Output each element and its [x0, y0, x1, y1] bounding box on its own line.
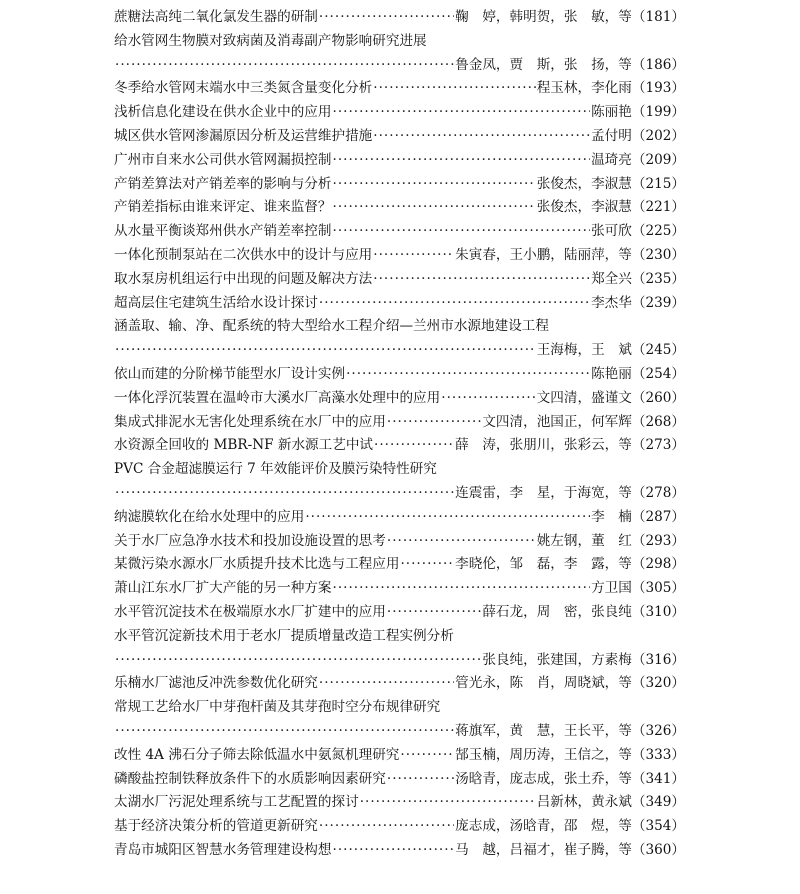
entry-authors: 文四清，盛谨文 [536, 389, 632, 406]
toc-entry[interactable] [114, 30, 685, 54]
entry-title: 蔗糖法高纯二氧化氯发生器的研制 [114, 9, 318, 25]
entry-authors: 李晓伦，邹 磊，李 露，等 [455, 556, 632, 573]
entry-authors: 郜玉楠，周历涛，王信之，等 [455, 746, 632, 763]
entry-page: （360） [631, 841, 685, 858]
entry-authors: 鞠 婷，韩明贺，张 敏，等 [455, 9, 632, 25]
entry-authors: 薛石龙，周 密，张良纯 [482, 603, 632, 620]
entry-title: 常规工艺给水厂中芽孢杆菌及其芽孢时空分布规律研究 [114, 699, 441, 716]
entry-title: 一体化预制泵站在二次供水中的设计与应用 [114, 246, 373, 263]
toc-entry[interactable] [114, 6, 685, 30]
entry-page: （181） [631, 9, 685, 25]
entry-title: 水平管沉淀技术在极端原水水厂扩建中的应用 [114, 603, 386, 620]
entry-title: 某微污染水源水厂水质提升技术比选与工程应用 [114, 556, 400, 573]
entry-page: （202） [631, 127, 685, 144]
entry-authors: 鲁金凤，贾 斯，张 扬，等 [455, 56, 632, 73]
entry-page: （268） [631, 413, 685, 430]
entry-authors: 方卫国 [591, 580, 632, 597]
entry-title: 依山而建的分阶梯节能型水厂设计实例 [114, 365, 346, 382]
entry-title: 浅析信息化建设在供水企业中的应用 [114, 104, 332, 121]
entry-title: 水平管沉淀新技术用于老水厂提质增量改造工程实例分析 [114, 627, 454, 644]
entry-title: 涵盖取、输、净、配系统的特大型给水工程介绍—兰州市水源地建设工程 [114, 318, 549, 335]
toc-entry[interactable] [114, 839, 685, 863]
leader-dots [319, 292, 590, 316]
entry-title: 太湖水厂污泥处理系统与工艺配置的探讨 [114, 794, 359, 811]
entry-authors: 马 越，吕福才，崔子腾，等 [455, 841, 632, 858]
toc-entry[interactable] [114, 220, 685, 244]
entry-authors: 张俊杰，李淑慧 [536, 175, 632, 192]
leader-dots [333, 101, 591, 125]
entry-page: （316） [631, 651, 685, 668]
leader-dots [333, 839, 455, 863]
entry-title: PVC 合金超滤膜运行 7 年效能评价及膜污染特性研究 [114, 461, 437, 478]
entry-authors: 朱寅春，王小鹏，陆丽萍，等 [455, 246, 632, 263]
entry-title: 超高层住宅建筑生活给水设计探讨 [114, 294, 318, 311]
entry-authors: 孟付明 [591, 127, 632, 144]
toc-entry[interactable] [114, 577, 685, 601]
entry-title: 广州市自来水公司供水管网漏损控制 [114, 151, 332, 168]
toc-entry[interactable] [114, 696, 685, 720]
entry-authors: 陈丽艳 [591, 104, 632, 121]
toc-entry[interactable] [114, 815, 685, 839]
entry-authors: 张良纯，张建国，方素梅 [482, 651, 632, 668]
toc-entry[interactable] [114, 411, 685, 435]
leader-dots [115, 54, 454, 78]
toc-entry[interactable] [114, 77, 685, 101]
toc-entry[interactable] [114, 672, 685, 696]
toc-entry[interactable] [114, 315, 685, 339]
entry-authors: 温琦亮 [591, 151, 632, 168]
leader-dots [333, 173, 536, 197]
entry-page: （320） [631, 675, 685, 692]
toc-entry[interactable] [114, 173, 685, 197]
leader-dots [333, 149, 591, 173]
toc-entry-continuation [114, 482, 685, 506]
entry-page: （260） [631, 389, 685, 406]
toc-entry[interactable] [114, 530, 685, 554]
entry-page: （349） [631, 794, 685, 811]
entry-title: 萧山江东水厂扩大产能的另一种方案 [114, 580, 332, 597]
entry-authors: 蒋旗军，黄 慧，王长平，等 [455, 722, 632, 739]
leader-dots [387, 601, 481, 625]
entry-title: 青岛市城阳区智慧水务管理建设构想 [114, 841, 332, 858]
toc-entry[interactable] [114, 768, 685, 792]
entry-title: 基于经济决策分析的管道更新研究 [114, 818, 318, 835]
entry-authors: 陈艳丽 [591, 365, 632, 382]
entry-authors: 郑全兴 [591, 270, 632, 287]
entry-authors: 张可欣 [591, 223, 632, 240]
entry-title: 关于水厂应急净水技术和投加设施设置的思考 [114, 532, 386, 549]
entry-title: 产销差指标由谁来评定、谁来监督？ [114, 199, 332, 216]
toc-entry-continuation [114, 649, 685, 673]
entry-authors: 姚左钢，董 红 [536, 532, 632, 549]
leader-dots [387, 411, 481, 435]
leader-dots [373, 77, 535, 101]
entry-title: 冬季给水管网末端水中三类氮含量变化分析 [114, 80, 373, 97]
entry-title: 城区供水管网渗漏原因分析及运营维护措施 [114, 127, 373, 144]
toc-entry-continuation [114, 720, 685, 744]
toc-entry[interactable] [114, 363, 685, 387]
entry-page: （225） [631, 223, 685, 240]
entry-title: 取水泵房机组运行中出现的问题及解决方法 [114, 270, 373, 287]
entry-page: （341） [631, 770, 685, 787]
entry-page: （273） [631, 437, 685, 454]
entry-title: 乐楠水厂滤池反冲洗参数优化研究 [114, 675, 318, 692]
leader-dots [441, 387, 535, 411]
leader-dots [305, 506, 590, 530]
leader-dots [115, 482, 454, 506]
toc-entry[interactable] [114, 601, 685, 625]
leader-dots [319, 815, 454, 839]
toc-entry[interactable] [114, 458, 685, 482]
leader-dots [333, 196, 536, 220]
leader-dots [387, 530, 536, 554]
toc-entry[interactable] [114, 149, 685, 173]
leader-dots [319, 6, 454, 30]
leader-dots [373, 268, 590, 292]
entry-page: （199） [631, 104, 685, 121]
entry-title: 给水管网生物膜对致病菌及消毒副产物影响研究进展 [114, 32, 427, 49]
leader-dots [346, 363, 590, 387]
toc-entry[interactable] [114, 244, 685, 268]
toc-entry[interactable] [114, 125, 685, 149]
entry-title: 水资源全回收的 MBR-NF 新水源工艺中试 [114, 437, 374, 454]
entry-page: （287） [631, 508, 685, 525]
toc-entry[interactable] [114, 268, 685, 292]
leader-dots [333, 220, 591, 244]
entry-page: （254） [631, 365, 685, 382]
toc-entry-continuation [114, 54, 685, 78]
leader-dots [400, 553, 454, 577]
entry-title: 集成式排泥水无害化处理系统在水厂中的应用 [114, 413, 386, 430]
entry-title: 改性 4A 沸石分子筛去除低温水中氨氮机理研究 [114, 746, 400, 763]
toc-entry[interactable] [114, 506, 685, 530]
entry-title: 纳滤膜软化在给水处理中的应用 [114, 508, 305, 525]
table-of-contents [114, 6, 685, 863]
entry-authors: 庞志成，汤晗青，邵 煜，等 [455, 818, 632, 835]
entry-page: （293） [631, 532, 685, 549]
entry-page: （310） [631, 603, 685, 620]
entry-page: （326） [631, 722, 685, 739]
toc-entry[interactable] [114, 744, 685, 768]
toc-entry-continuation [114, 339, 685, 363]
leader-dots [319, 672, 454, 696]
entry-page: （221） [631, 199, 685, 216]
entry-page: （245） [631, 342, 685, 359]
entry-authors: 张俊杰，李淑慧 [536, 199, 632, 216]
entry-title: 磷酸盐控制铁释放条件下的水质影响因素研究 [114, 770, 386, 787]
toc-entry[interactable] [114, 791, 685, 815]
entry-page: （193） [631, 80, 685, 97]
entry-page: （333） [631, 746, 685, 763]
entry-page: （235） [631, 270, 685, 287]
toc-entry[interactable] [114, 625, 685, 649]
entry-page: （305） [631, 580, 685, 597]
entry-authors: 管光永，陈 肖，周晓斌，等 [455, 675, 632, 692]
entry-title: 一体化浮沉装置在温岭市大溪水厂高藻水处理中的应用 [114, 389, 441, 406]
leader-dots [387, 768, 454, 792]
leader-dots [115, 649, 481, 673]
entry-page: （230） [631, 246, 685, 263]
entry-page: （354） [631, 818, 685, 835]
entry-page: （209） [631, 151, 685, 168]
entry-authors: 李 楠 [591, 508, 632, 525]
entry-page: （186） [631, 56, 685, 73]
leader-dots [333, 577, 591, 601]
entry-authors: 李杰华 [591, 294, 632, 311]
entry-page: （298） [631, 556, 685, 573]
toc-entry[interactable] [114, 434, 685, 458]
leader-dots [115, 720, 454, 744]
entry-authors: 薛 涛，张朋川，张彩云，等 [455, 437, 632, 454]
entry-authors: 程玉林，李化雨 [536, 80, 632, 97]
entry-title: 产销差算法对产销差率的影响与分析 [114, 175, 332, 192]
toc-entry[interactable] [114, 387, 685, 411]
entry-authors: 汤晗青，庞志成，张土乔，等 [455, 770, 632, 787]
entry-page: （278） [631, 484, 685, 501]
leader-dots [115, 339, 536, 363]
entry-title: 从水量平衡谈郑州供水产销差率控制 [114, 223, 332, 240]
leader-dots [400, 744, 454, 768]
entry-authors: 吕新林，黄永斌 [536, 794, 632, 811]
leader-dots [360, 791, 536, 815]
toc-entry[interactable] [114, 196, 685, 220]
toc-entry[interactable] [114, 553, 685, 577]
entry-authors: 连震雷，李 星，于海宽，等 [455, 484, 632, 501]
leader-dots [373, 244, 454, 268]
toc-entry[interactable] [114, 292, 685, 316]
leader-dots [374, 434, 454, 458]
entry-authors: 文四清，池国正，何军辉 [482, 413, 632, 430]
entry-page: （215） [631, 175, 685, 192]
entry-authors: 王海梅，王 斌 [536, 342, 632, 359]
leader-dots [373, 125, 590, 149]
entry-page: （239） [631, 294, 685, 311]
toc-entry[interactable] [114, 101, 685, 125]
